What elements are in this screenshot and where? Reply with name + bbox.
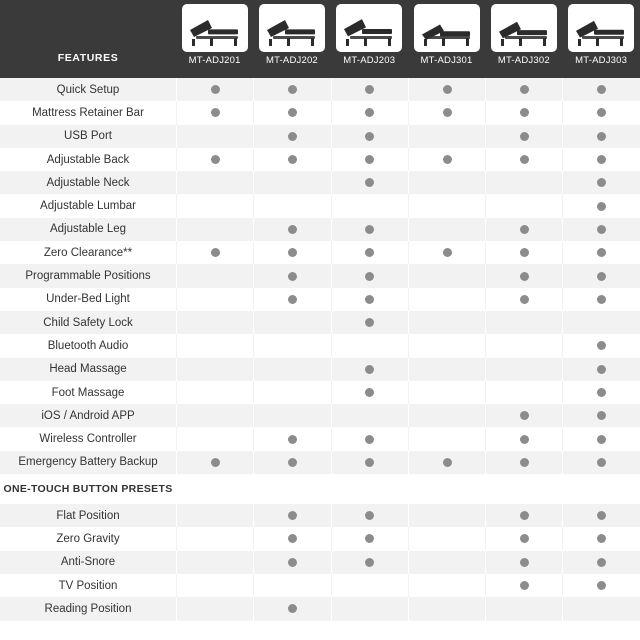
table-row	[0, 551, 640, 574]
feature-empty-cell	[176, 194, 253, 217]
table-row	[0, 404, 640, 427]
feature-label: Head Massage	[49, 363, 127, 376]
availability-dot-icon	[597, 248, 606, 257]
feature-empty-cell	[408, 381, 485, 404]
adjustable-bed-icon	[414, 4, 480, 52]
feature-empty-cell	[562, 597, 639, 620]
feature-available-cell	[331, 311, 408, 334]
availability-dot-icon	[443, 458, 452, 467]
feature-empty-cell	[253, 194, 330, 217]
availability-dot-icon	[520, 272, 529, 281]
availability-dot-icon	[597, 435, 606, 444]
availability-dot-icon	[520, 85, 529, 94]
feature-empty-cell	[253, 574, 330, 597]
feature-available-cell	[253, 125, 330, 148]
feature-available-cell	[562, 171, 639, 194]
availability-dot-icon	[597, 202, 606, 211]
feature-empty-cell	[176, 125, 253, 148]
feature-available-cell	[485, 551, 562, 574]
feature-available-cell	[331, 427, 408, 450]
feature-available-cell	[253, 218, 330, 241]
availability-dot-icon	[443, 248, 452, 257]
feature-empty-cell	[176, 288, 253, 311]
feature-label: Quick Setup	[56, 83, 120, 96]
feature-available-cell	[331, 504, 408, 527]
availability-dot-icon	[288, 155, 297, 164]
feature-empty-cell	[408, 194, 485, 217]
feature-label: Wireless Controller	[39, 433, 137, 446]
availability-dot-icon	[365, 388, 374, 397]
table-row	[0, 78, 640, 101]
availability-dot-icon	[365, 225, 374, 234]
product-sku: MT-ADJ202	[265, 55, 318, 66]
availability-dot-icon	[520, 411, 529, 420]
availability-dot-icon	[288, 558, 297, 567]
feature-label: USB Port	[64, 130, 112, 143]
table-row	[0, 381, 640, 404]
feature-empty-cell	[176, 358, 253, 381]
availability-dot-icon	[520, 248, 529, 257]
feature-empty-cell	[562, 311, 639, 334]
feature-empty-cell	[176, 597, 253, 620]
feature-available-cell	[485, 148, 562, 171]
feature-empty-cell	[408, 311, 485, 334]
feature-empty-cell	[485, 334, 562, 357]
feature-empty-cell	[485, 358, 562, 381]
product-column-header[interactable]	[408, 0, 485, 78]
availability-dot-icon	[288, 295, 297, 304]
availability-dot-icon	[288, 604, 297, 613]
availability-dot-icon	[288, 272, 297, 281]
feature-available-cell	[253, 264, 330, 287]
availability-dot-icon	[211, 155, 220, 164]
feature-available-cell	[253, 597, 330, 620]
product-column-header[interactable]	[485, 0, 562, 78]
availability-dot-icon	[597, 178, 606, 187]
feature-available-cell	[485, 427, 562, 450]
feature-available-cell	[562, 334, 639, 357]
feature-empty-cell	[408, 125, 485, 148]
availability-dot-icon	[365, 178, 374, 187]
availability-dot-icon	[443, 155, 452, 164]
feature-available-cell	[253, 451, 330, 474]
feature-available-cell	[331, 125, 408, 148]
feature-available-cell	[485, 125, 562, 148]
feature-available-cell	[331, 358, 408, 381]
availability-dot-icon	[288, 85, 297, 94]
feature-label: Emergency Battery Backup	[18, 456, 158, 469]
table-row	[0, 358, 640, 381]
product-column-header[interactable]	[562, 0, 639, 78]
feature-available-cell	[253, 288, 330, 311]
availability-dot-icon	[520, 581, 529, 590]
feature-available-cell	[485, 527, 562, 550]
feature-available-cell	[562, 527, 639, 550]
adjustable-bed-icon	[182, 4, 248, 52]
availability-dot-icon	[288, 132, 297, 141]
availability-dot-icon	[520, 155, 529, 164]
product-column-header[interactable]	[331, 0, 408, 78]
table-row	[0, 241, 640, 264]
product-sku: MT-ADJ201	[188, 55, 241, 66]
table-row	[0, 334, 640, 357]
feature-empty-cell	[408, 597, 485, 620]
availability-dot-icon	[520, 295, 529, 304]
feature-empty-cell	[176, 264, 253, 287]
feature-available-cell	[562, 194, 639, 217]
feature-available-cell	[562, 218, 639, 241]
feature-empty-cell	[176, 171, 253, 194]
feature-empty-cell	[485, 171, 562, 194]
feature-available-cell	[562, 504, 639, 527]
feature-empty-cell	[408, 218, 485, 241]
availability-dot-icon	[365, 458, 374, 467]
availability-dot-icon	[365, 155, 374, 164]
feature-available-cell	[331, 527, 408, 550]
table-row	[0, 504, 640, 527]
feature-available-cell	[176, 148, 253, 171]
table-row	[0, 427, 640, 450]
table-row	[0, 527, 640, 550]
availability-dot-icon	[365, 365, 374, 374]
feature-available-cell	[253, 427, 330, 450]
product-column-header[interactable]	[176, 0, 253, 78]
feature-label: Flat Position	[56, 509, 120, 522]
feature-empty-cell	[176, 218, 253, 241]
availability-dot-icon	[365, 318, 374, 327]
feature-empty-cell	[408, 551, 485, 574]
product-sku: MT-ADJ302	[497, 55, 550, 66]
feature-available-cell	[562, 551, 639, 574]
availability-dot-icon	[520, 225, 529, 234]
availability-dot-icon	[288, 458, 297, 467]
feature-available-cell	[253, 241, 330, 264]
availability-dot-icon	[211, 85, 220, 94]
feature-available-cell	[331, 381, 408, 404]
availability-dot-icon	[597, 458, 606, 467]
feature-label: Zero Clearance**	[43, 246, 133, 259]
availability-dot-icon	[365, 558, 374, 567]
feature-empty-cell	[253, 381, 330, 404]
availability-dot-icon	[520, 132, 529, 141]
availability-dot-icon	[211, 248, 220, 257]
availability-dot-icon	[597, 225, 606, 234]
feature-empty-cell	[485, 597, 562, 620]
table-row	[0, 218, 640, 241]
feature-available-cell	[408, 148, 485, 171]
feature-available-cell	[408, 101, 485, 124]
availability-dot-icon	[365, 132, 374, 141]
availability-dot-icon	[597, 108, 606, 117]
feature-available-cell	[331, 288, 408, 311]
section-title: ONE-TOUCH BUTTON PRESETS	[3, 483, 173, 496]
feature-available-cell	[176, 101, 253, 124]
availability-dot-icon	[520, 534, 529, 543]
table-row	[0, 288, 640, 311]
table-row	[0, 148, 640, 171]
feature-available-cell	[562, 358, 639, 381]
feature-empty-cell	[176, 404, 253, 427]
feature-label: Reading Position	[44, 602, 132, 615]
table-header-row	[0, 0, 640, 78]
availability-dot-icon	[365, 108, 374, 117]
feature-available-cell	[562, 125, 639, 148]
availability-dot-icon	[365, 85, 374, 94]
table-row	[0, 171, 640, 194]
table-row	[0, 194, 640, 217]
availability-dot-icon	[365, 248, 374, 257]
feature-available-cell	[485, 101, 562, 124]
availability-dot-icon	[597, 511, 606, 520]
feature-available-cell	[485, 241, 562, 264]
feature-available-cell	[562, 381, 639, 404]
adjustable-bed-icon	[259, 4, 325, 52]
availability-dot-icon	[211, 108, 220, 117]
product-column-header[interactable]	[253, 0, 330, 78]
feature-label: Anti-Snore	[60, 556, 116, 569]
feature-available-cell	[253, 551, 330, 574]
feature-available-cell	[562, 288, 639, 311]
feature-available-cell	[485, 404, 562, 427]
availability-dot-icon	[597, 365, 606, 374]
feature-empty-cell	[253, 404, 330, 427]
availability-dot-icon	[288, 225, 297, 234]
availability-dot-icon	[365, 534, 374, 543]
feature-available-cell	[485, 451, 562, 474]
feature-label: Under-Bed Light	[46, 293, 130, 306]
feature-available-cell	[562, 427, 639, 450]
feature-available-cell	[331, 148, 408, 171]
feature-available-cell	[485, 288, 562, 311]
feature-label: Child Safety Lock	[43, 316, 133, 329]
feature-empty-cell	[176, 381, 253, 404]
availability-dot-icon	[597, 272, 606, 281]
table-row	[0, 451, 640, 474]
availability-dot-icon	[597, 411, 606, 420]
availability-dot-icon	[288, 108, 297, 117]
feature-empty-cell	[176, 527, 253, 550]
product-sku: MT-ADJ303	[575, 55, 628, 66]
feature-available-cell	[562, 574, 639, 597]
availability-dot-icon	[288, 511, 297, 520]
feature-available-cell	[562, 148, 639, 171]
availability-dot-icon	[443, 108, 452, 117]
table-body	[0, 78, 640, 474]
feature-empty-cell	[485, 381, 562, 404]
feature-available-cell	[562, 101, 639, 124]
feature-empty-cell	[176, 311, 253, 334]
table-row	[0, 574, 640, 597]
feature-empty-cell	[176, 427, 253, 450]
availability-dot-icon	[597, 341, 606, 350]
availability-dot-icon	[597, 534, 606, 543]
table-row	[0, 101, 640, 124]
table-row	[0, 125, 640, 148]
feature-empty-cell	[253, 311, 330, 334]
feature-available-cell	[176, 241, 253, 264]
feature-empty-cell	[331, 574, 408, 597]
availability-dot-icon	[597, 581, 606, 590]
feature-available-cell	[176, 78, 253, 101]
feature-label: Adjustable Back	[46, 153, 130, 166]
feature-label: TV Position	[58, 579, 118, 592]
feature-label: Adjustable Neck	[46, 176, 130, 189]
feature-available-cell	[408, 451, 485, 474]
feature-empty-cell	[176, 574, 253, 597]
feature-empty-cell	[408, 334, 485, 357]
feature-available-cell	[253, 504, 330, 527]
product-sku: MT-ADJ301	[420, 55, 473, 66]
adjustable-bed-icon	[336, 4, 402, 52]
availability-dot-icon	[597, 295, 606, 304]
feature-empty-cell	[331, 194, 408, 217]
preset-rows	[0, 504, 640, 620]
feature-empty-cell	[408, 527, 485, 550]
feature-empty-cell	[408, 427, 485, 450]
availability-dot-icon	[288, 248, 297, 257]
feature-available-cell	[253, 78, 330, 101]
feature-label: Foot Massage	[51, 386, 125, 399]
feature-empty-cell	[176, 334, 253, 357]
feature-available-cell	[562, 264, 639, 287]
feature-label: Adjustable Lumbar	[40, 200, 136, 213]
feature-empty-cell	[176, 504, 253, 527]
availability-dot-icon	[597, 155, 606, 164]
availability-dot-icon	[520, 511, 529, 520]
feature-available-cell	[562, 404, 639, 427]
feature-available-cell	[485, 574, 562, 597]
feature-available-cell	[485, 218, 562, 241]
feature-available-cell	[562, 241, 639, 264]
availability-dot-icon	[365, 435, 374, 444]
feature-available-cell	[253, 527, 330, 550]
feature-empty-cell	[408, 171, 485, 194]
availability-dot-icon	[365, 511, 374, 520]
feature-available-cell	[253, 148, 330, 171]
feature-available-cell	[331, 78, 408, 101]
table-row	[0, 311, 640, 334]
availability-dot-icon	[597, 85, 606, 94]
feature-available-cell	[176, 451, 253, 474]
availability-dot-icon	[365, 272, 374, 281]
availability-dot-icon	[520, 435, 529, 444]
availability-dot-icon	[288, 435, 297, 444]
feature-label: Bluetooth Audio	[47, 339, 129, 352]
feature-available-cell	[408, 78, 485, 101]
feature-empty-cell	[253, 334, 330, 357]
section-header-row	[0, 474, 640, 504]
features-label: FEATURES	[57, 52, 119, 64]
feature-empty-cell	[485, 311, 562, 334]
feature-label: Zero Gravity	[56, 532, 120, 545]
availability-dot-icon	[597, 132, 606, 141]
availability-dot-icon	[520, 458, 529, 467]
feature-empty-cell	[485, 194, 562, 217]
feature-empty-cell	[176, 551, 253, 574]
feature-empty-cell	[408, 358, 485, 381]
feature-empty-cell	[408, 288, 485, 311]
table-row	[0, 264, 640, 287]
adjustable-bed-icon	[491, 4, 557, 52]
feature-label: Adjustable Leg	[49, 223, 127, 236]
adjustable-bed-icon	[568, 4, 634, 52]
feature-available-cell	[331, 551, 408, 574]
feature-available-cell	[485, 264, 562, 287]
feature-empty-cell	[331, 597, 408, 620]
feature-available-cell	[253, 101, 330, 124]
feature-available-cell	[485, 78, 562, 101]
feature-empty-cell	[408, 404, 485, 427]
feature-available-cell	[331, 101, 408, 124]
feature-available-cell	[562, 78, 639, 101]
feature-available-cell	[485, 504, 562, 527]
availability-dot-icon	[520, 558, 529, 567]
feature-empty-cell	[331, 404, 408, 427]
product-sku: MT-ADJ203	[343, 55, 396, 66]
feature-empty-cell	[253, 171, 330, 194]
table-row	[0, 597, 640, 620]
availability-dot-icon	[211, 458, 220, 467]
availability-dot-icon	[365, 295, 374, 304]
feature-empty-cell	[253, 358, 330, 381]
feature-label: iOS / Android APP	[41, 409, 135, 422]
feature-available-cell	[562, 451, 639, 474]
feature-empty-cell	[408, 504, 485, 527]
availability-dot-icon	[597, 558, 606, 567]
feature-available-cell	[331, 218, 408, 241]
features-column-header	[0, 0, 176, 78]
feature-empty-cell	[331, 334, 408, 357]
feature-available-cell	[408, 241, 485, 264]
availability-dot-icon	[597, 388, 606, 397]
availability-dot-icon	[288, 534, 297, 543]
availability-dot-icon	[443, 85, 452, 94]
feature-available-cell	[331, 171, 408, 194]
feature-label: Mattress Retainer Bar	[32, 106, 144, 119]
feature-available-cell	[331, 264, 408, 287]
feature-available-cell	[331, 241, 408, 264]
feature-empty-cell	[408, 264, 485, 287]
feature-empty-cell	[408, 574, 485, 597]
availability-dot-icon	[520, 108, 529, 117]
feature-label: Programmable Positions	[25, 270, 151, 283]
feature-available-cell	[331, 451, 408, 474]
